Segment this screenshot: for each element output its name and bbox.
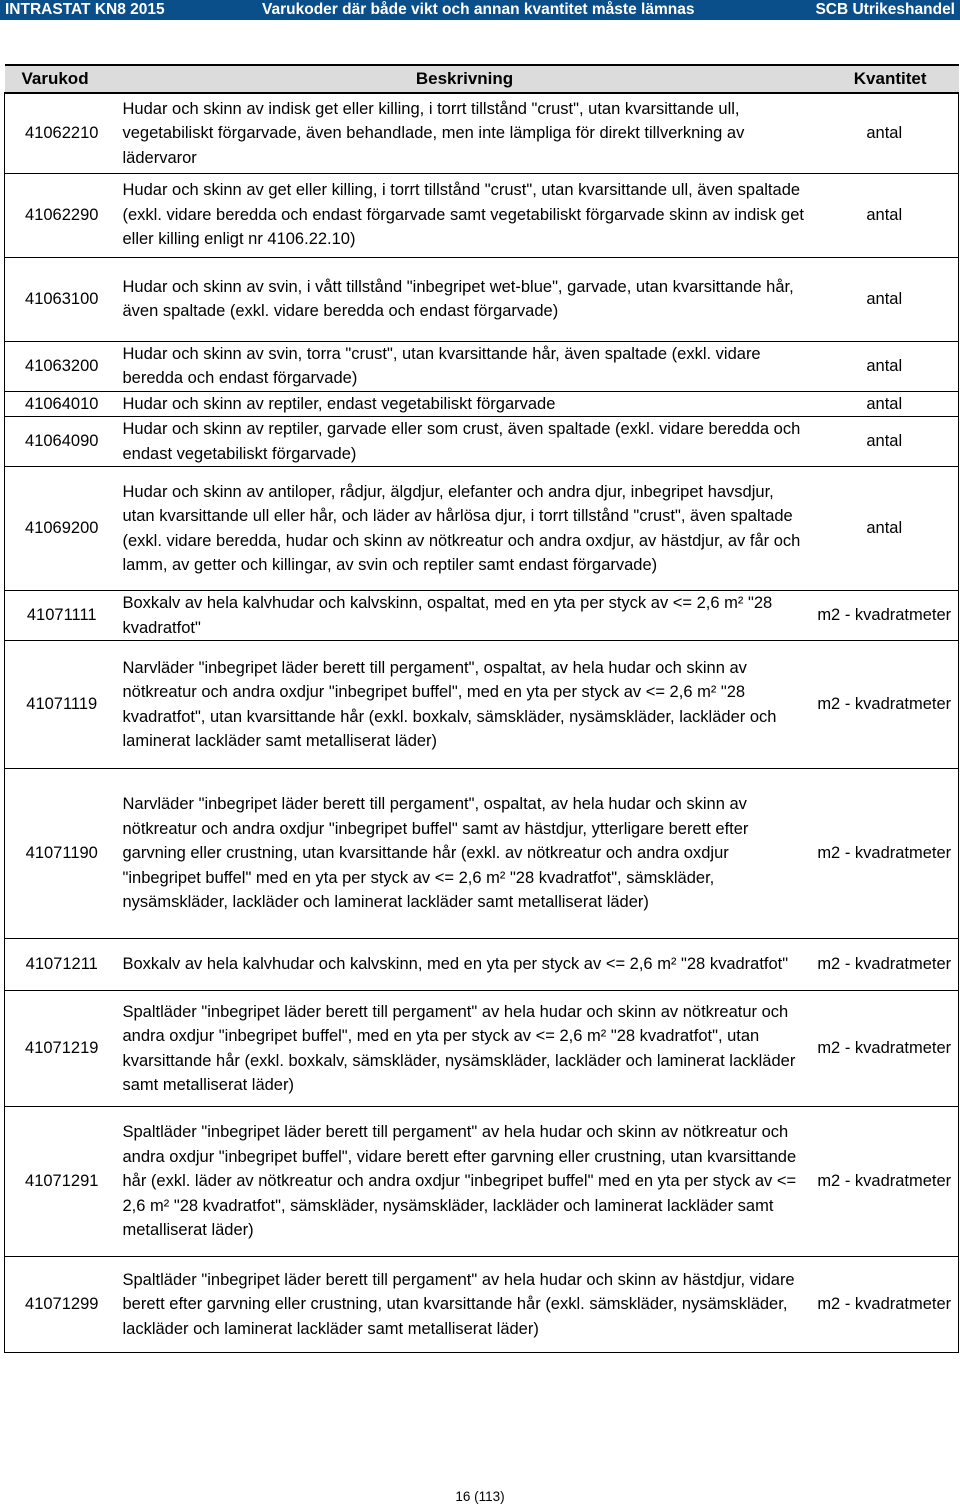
- kvantitet-cell: antal: [811, 391, 959, 417]
- header-right-title: SCB Utrikeshandel: [815, 1, 955, 18]
- beskrivning-cell: Hudar och skinn av get eller killing, i torrt tillstånd "crust", utan kvarsittande ull, även spaltade (exkl. vidare beredda och endast förgarvade samt vegetabiliskt förgarvade skinn av indisk get eller killing enligt nr 4106.22.10): [119, 173, 811, 257]
- page-number: 16 (113): [455, 1489, 505, 1504]
- column-header-kvantitet: Kvantitet: [811, 65, 959, 93]
- varukod-cell: 41063100: [5, 257, 119, 341]
- varukod-cell: 41069200: [5, 467, 119, 591]
- table-row: [5, 257, 959, 341]
- kvantitet-cell: antal: [811, 257, 959, 341]
- varukod-cell: 41064010: [5, 391, 119, 417]
- varukod-cell: 41071299: [5, 1257, 119, 1353]
- commodity-code-table: [4, 64, 959, 1353]
- kvantitet-cell: m2 - kvadratmeter: [811, 591, 959, 641]
- beskrivning-cell: Hudar och skinn av svin, torra "crust", utan kvarsittande hår, även spaltade (exkl. vidare beredda och endast förgarvade): [119, 341, 811, 391]
- varukod-cell: 41063200: [5, 341, 119, 391]
- table-row: [5, 391, 959, 417]
- table-body: [5, 93, 959, 1353]
- kvantitet-cell: m2 - kvadratmeter: [811, 991, 959, 1107]
- varukod-cell: 41062210: [5, 93, 119, 173]
- header-middle-title: Varukoder där både vikt och annan kvantitet måste lämnas: [262, 1, 695, 18]
- table-row: [5, 93, 959, 173]
- table-row: [5, 341, 959, 391]
- table-row: [5, 591, 959, 641]
- kvantitet-cell: antal: [811, 467, 959, 591]
- kvantitet-cell: m2 - kvadratmeter: [811, 769, 959, 939]
- varukod-cell: 41071119: [5, 641, 119, 769]
- varukod-cell: 41071190: [5, 769, 119, 939]
- varukod-cell: 41071291: [5, 1107, 119, 1257]
- table-row: [5, 417, 959, 467]
- beskrivning-cell: Narvläder "inbegripet läder berett till pergament", ospaltat, av hela hudar och skinn av nötkreatur och andra oxdjur "inbegripet buffel" samt av hästdjur, ytterligare berett efter garvning eller crustning, utan kvarsittande hår (exkl. av nötkreatur och andra oxdjur "inbegripet buffel" med en yta per styck av <= 2,6 m² "28 kvadratfot", sämskläder, nysämskläder, lackläder och laminerat lackläder samt metalliserat läder): [119, 769, 811, 939]
- table-row: [5, 769, 959, 939]
- beskrivning-cell: Hudar och skinn av antiloper, rådjur, älgdjur, elefanter och andra djur, inbegripet havsdjur, utan kvarsittande ull eller hår, och läder av hårlösa djur, i torrt tillstånd "crust", även spaltade (exkl. vidare beredda, hudar och skinn av nötkreatur och andra oxdjur, av hästdjur, av får och lamm, av getter och killingar, av svin och reptiler samt endast förgarvade): [119, 467, 811, 591]
- header-bar: [0, 0, 960, 20]
- beskrivning-cell: Narvläder "inbegripet läder berett till pergament", ospaltat, av hela hudar och skinn av nötkreatur och andra oxdjur "inbegripet buffel", med en yta per styck av <= 2,6 m² "28 kvadratfot", utan kvarsittande hår (exkl. boxkalv, sämskläder, nysämskläder, lackläder och laminerat lackläder samt metalliserat läder): [119, 641, 811, 769]
- table-row: [5, 467, 959, 591]
- table-row: [5, 991, 959, 1107]
- varukod-cell: 41071211: [5, 939, 119, 991]
- beskrivning-cell: Hudar och skinn av reptiler, garvade eller som crust, även spaltade (exkl. vidare beredda och endast vegetabiliskt förgarvade): [119, 417, 811, 467]
- beskrivning-cell: Spaltläder "inbegripet läder berett till pergament" av hela hudar och skinn av hästdjur, vidare berett efter garvning eller crustning, utan kvarsittande hår (exkl. sämskläder, nysämskläder, lackläder och laminerat lackläder samt metalliserat läder): [119, 1257, 811, 1353]
- kvantitet-cell: m2 - kvadratmeter: [811, 641, 959, 769]
- kvantitet-cell: m2 - kvadratmeter: [811, 1257, 959, 1353]
- varukod-cell: 41071219: [5, 991, 119, 1107]
- varukod-cell: 41064090: [5, 417, 119, 467]
- kvantitet-cell: antal: [811, 93, 959, 173]
- varukod-cell: 41071111: [5, 591, 119, 641]
- table-row: [5, 173, 959, 257]
- beskrivning-cell: Hudar och skinn av svin, i vått tillstånd "inbegripet wet-blue", garvade, utan kvarsittande hår, även spaltade (exkl. vidare beredda och endast förgarvade): [119, 257, 811, 341]
- beskrivning-cell: Spaltläder "inbegripet läder berett till pergament" av hela hudar och skinn av nötkreatur och andra oxdjur "inbegripet buffel", vidare berett efter garvning eller crustning, utan kvarsittande hår (exkl. läder av nötkreatur och andra oxdjur "inbegripet buffel" med en yta per styck av <= 2,6 m² "28 kvadratfot", sämskläder, nysämskläder, lackläder och laminerat lackläder samt metalliserat läder): [119, 1107, 811, 1257]
- table-row: [5, 939, 959, 991]
- beskrivning-cell: Spaltläder "inbegripet läder berett till pergament" av hela hudar och skinn av nötkreatur och andra oxdjur "inbegripet buffel", med en yta per styck av <= 2,6 m² "28 kvadratfot", utan kvarsittande hår (exkl. boxkalv, sämskläder, nysämskläder, lackläder och laminerat lackläder samt metalliserat läder): [119, 991, 811, 1107]
- beskrivning-cell: Boxkalv av hela kalvhudar och kalvskinn, ospaltat, med en yta per styck av <= 2,6 m² "28 kvadratfot": [119, 591, 811, 641]
- beskrivning-cell: Hudar och skinn av reptiler, endast vegetabiliskt förgarvade: [119, 391, 811, 417]
- table-header-row: [5, 65, 959, 93]
- header-left-title: INTRASTAT KN8 2015: [5, 1, 165, 18]
- beskrivning-cell: Boxkalv av hela kalvhudar och kalvskinn, med en yta per styck av <= 2,6 m² "28 kvadratfot": [119, 939, 811, 991]
- kvantitet-cell: m2 - kvadratmeter: [811, 939, 959, 991]
- column-header-beskrivning: Beskrivning: [119, 65, 811, 93]
- kvantitet-cell: antal: [811, 417, 959, 467]
- beskrivning-cell: Hudar och skinn av indisk get eller killing, i torrt tillstånd "crust", utan kvarsittande ull, vegetabiliskt förgarvade, även behandlade, men inte lämpliga för direkt tillverkning av lädervaror: [119, 93, 811, 173]
- column-header-varukod: Varukod: [5, 65, 119, 93]
- kvantitet-cell: antal: [811, 341, 959, 391]
- table-row: [5, 641, 959, 769]
- kvantitet-cell: m2 - kvadratmeter: [811, 1107, 959, 1257]
- table-row: [5, 1257, 959, 1353]
- table-row: [5, 1107, 959, 1257]
- kvantitet-cell: antal: [811, 173, 959, 257]
- varukod-cell: 41062290: [5, 173, 119, 257]
